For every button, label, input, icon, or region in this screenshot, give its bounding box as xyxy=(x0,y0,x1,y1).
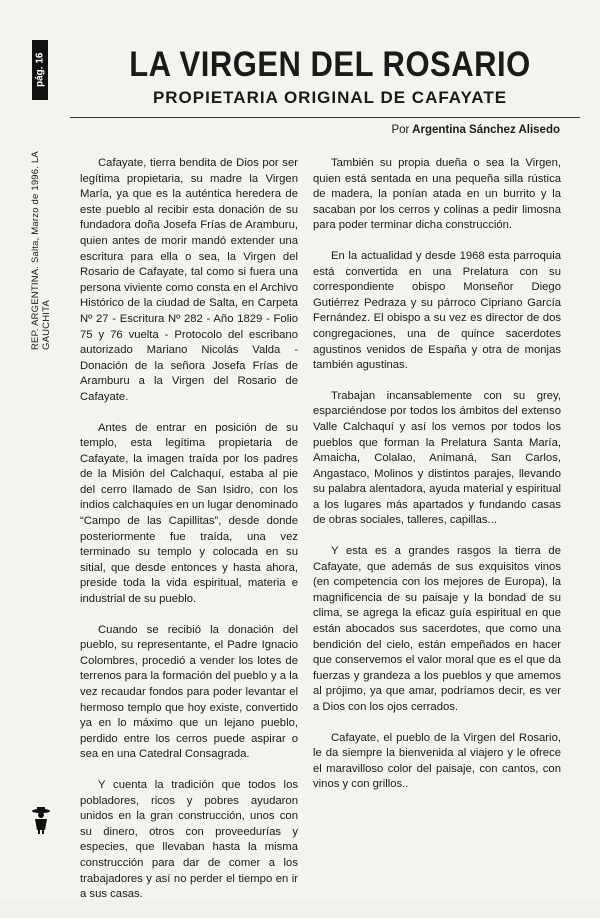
paragraph: Y esta es a grandes rasgos la tierra de Cafayate, que además de sus exquisitos vinos (en competencia con los mejores de Europa), la magnificencia de su paisaje y la bondad de su clima, se agrega la eficaz guía espiritual en que están abocados sus sacerdotes, que como una bendición del cielo, están empeñados en hacer que conservemos el valor moral que es el que da fuerzas y grandeza a los pueblos y que amemos al prójimo, ya que amar, podríamos decir, es ver a Dios con los ojos cerrados. xyxy=(313,545,561,713)
article-title: LA VIRGEN DEL ROSARIO xyxy=(129,44,531,85)
gaucho-figure-icon xyxy=(30,806,52,834)
publication-info: REP. ARGENTINA. Salta, Marzo de 1996. LA GAUCHITA xyxy=(30,151,52,350)
left-column xyxy=(80,156,298,918)
paragraph: En la actualidad y desde 1968 esta parroquia está convertida en una Prelatura con su correspondiente obispo Monseñor Diego Gutiérrez Pedraza y su párroco Cipriano García Fernández. El obispo a su vez es director de dos congregaciones, una de quince sacerdotes agustinos venidos de España y otra de monjas también agustinas. xyxy=(313,249,561,372)
paragraph: Cafayate, tierra bendita de Dios por ser legítima propietaria, su madre la Virgen María, ya que es la auténtica heredera de este pueblo al recibir esta donación de su fundadora doña Josefa Frías de Aramburu, quien antes de morir mandó extender una escritura para ella o sea, la Virgen del Rosario de Cafayate, tal como si fuera una persona viviente como consta en el Archivo Histórico de la ciudad de Salta, en Carpeta Nº 27 - Escritura Nº 282 - Año 1829 - Folio 75 y 76 vuelta - Protocolo del escribano autorizado Mariano Nicolás Valda - Donación de la señora Josefa Frías de Aramburu a la Virgen del Rosario de Cafayate. xyxy=(80,157,298,403)
paragraph: Antes de entrar en posición de su templo, esta legítima propietaria de Cafayate, la imagen traída por los padres de la Misión del Calchaquí, estaba al pie del cerro llamado de San Isidro, con los indios calchaquíes en un lugar denominado “Campo de las Capillitas”, desde donde posteriormente fue traída, una vez terminado su templo y colocada en su sitial, que desde entonces y hasta ahora, preside toda la vida espiritual, materia e industrial de su pueblo. xyxy=(80,421,298,606)
author-name: Argentina Sánchez Alisedo xyxy=(412,124,560,136)
byline-prefix: Por xyxy=(391,124,410,136)
right-column xyxy=(313,156,561,808)
byline xyxy=(391,124,560,136)
paragraph: Cafayate, el pueblo de la Virgen del Rosario, le da siempre la bienvenida al viajero y le ofrece el maravilloso color del paisaje, con cantos, con vinos y con grillos.. xyxy=(313,731,561,791)
title-divider xyxy=(70,117,580,118)
paragraph: También su propia dueña o sea la Virgen, quien está sentada en una pequeña silla rústica de madera, la ponían atada en un burrito y la sacaban por los cerros y colinas a pedir limosna para poder terminar dicha construcción. xyxy=(313,157,561,232)
page-number-tab: pág. 16 xyxy=(32,40,48,100)
paragraph: Trabajan incansablemente con su grey, esparciéndose por todos los ámbitos del extenso Valle Calchaquí y así los vemos por todos los pueblos que forman la Prelatura Santa María, Amaicha, Colalao, Animaná, San Carlos, Angastaco, Molinos y distintos parajes, llevando su palabra alentadora, ayuda material y espiritual a los lugares más apartados y fundando casas de obras sociales, talleres, capillas... xyxy=(313,389,561,527)
article-subtitle: PROPIETARIA ORIGINAL DE CAFAYATE xyxy=(152,88,508,107)
paragraph: Cuando se recibió la donación del pueblo, su representante, el Padre Ignacio Colombres, procedió a vender los lotes de terrenos para la formación del pueblo y a la vez recaudar fondos para poder levantar el hermoso templo que hoy existe, convertido ya en lo máximo que un lejano pueblo, perdido entre los cerros puede aspirar o sea en una Catedral Consagrada. xyxy=(80,623,298,761)
paragraph: Y cuenta la tradición que todos los pobladores, ricos y pobres ayudaron unidos en la gran construcción, unos con su dinero, otros con proveedurías y especies, que llevaban hasta la misma construcción para dar de comer a los trabajadores y así no perder el tiempo en ir a sus casas. xyxy=(80,778,298,901)
